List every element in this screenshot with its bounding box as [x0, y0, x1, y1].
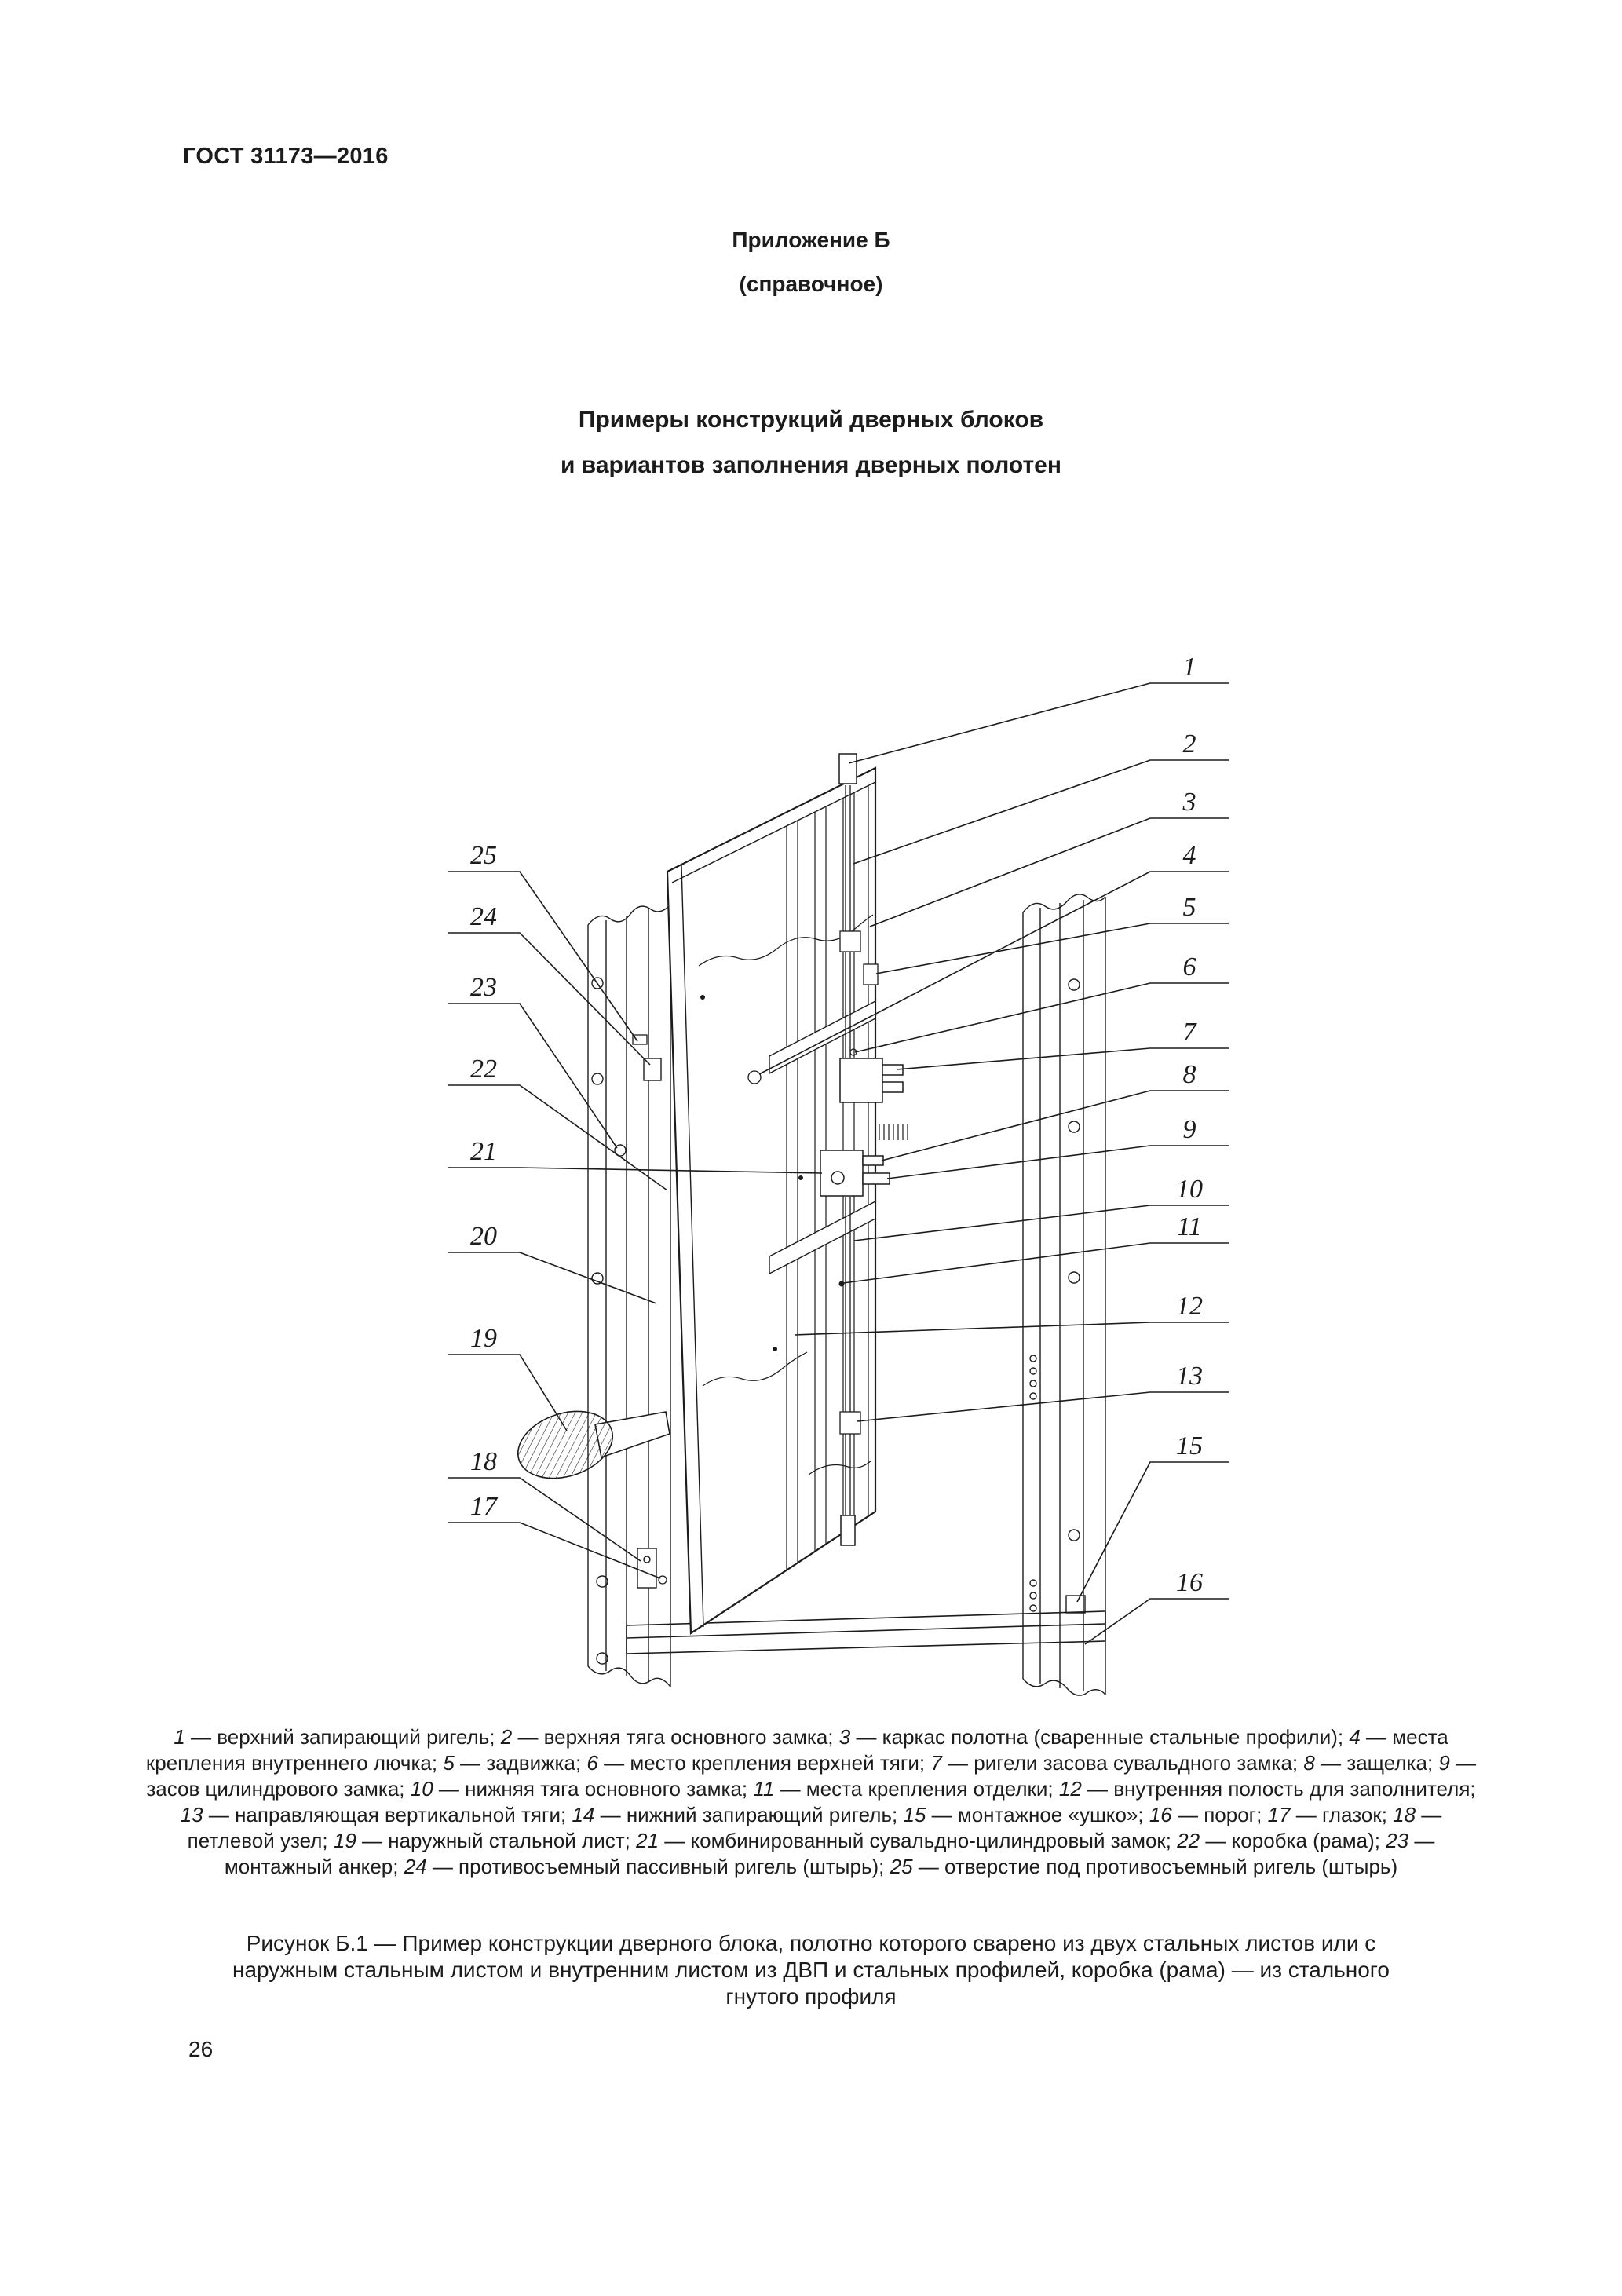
callout-label: 11: [1177, 1212, 1202, 1241]
figure-caption: Рисунок Б.1 — Пример конструкции дверного блока, полотно которого сварено из двух стальных листов или с наружным стальным листом и внутренним листом из ДВП и стальных профилей, коробка (рама) — из стального гнутого профиля: [232, 1931, 1390, 2009]
callout-leader: [897, 1048, 1229, 1069]
callout-label: 5: [1182, 893, 1196, 922]
appendix-heading: [0, 218, 1622, 306]
door-leaf: [633, 754, 908, 1633]
page-number: 26: [188, 2037, 214, 2061]
callout-leader: [448, 1523, 660, 1578]
section-title: [0, 397, 1622, 488]
peephole: [659, 1576, 667, 1584]
section-title-line2: и вариантов заполнения дверных полотен: [561, 452, 1061, 478]
pin-hole: [633, 1035, 647, 1044]
callout-label: 17: [470, 1492, 497, 1521]
callout-leader: [876, 923, 1229, 974]
callout-leader: [849, 683, 1229, 763]
callout-leader: [870, 818, 1229, 927]
callout-label: 15: [1176, 1431, 1203, 1461]
mounting-lug: [1066, 1596, 1085, 1613]
callout-label: 20: [470, 1222, 497, 1251]
callout-leader: [448, 1252, 656, 1303]
callout-label: 19: [470, 1324, 497, 1353]
callout-leader: [854, 1205, 1229, 1241]
callout-label: 1: [1182, 653, 1196, 682]
callout-leader: [1085, 1599, 1229, 1644]
hinge-unit: [637, 1548, 656, 1588]
callout-leader: [855, 983, 1229, 1052]
callout-label: 4: [1182, 841, 1196, 870]
callout-label: 3: [1182, 788, 1196, 817]
top-locking-bolt: [839, 754, 857, 784]
appendix-title: Приложение Б: [732, 228, 890, 252]
callout-label: 18: [470, 1447, 497, 1476]
figure-diagram: [432, 628, 1280, 1712]
section-title-line1: Примеры конструкций дверных блоков: [578, 407, 1044, 433]
callout-label: 21: [470, 1137, 497, 1166]
callout-label: 25: [470, 841, 497, 870]
outer-steel-sheet: [510, 1400, 670, 1490]
tie-guide-upper: [840, 931, 860, 952]
callout-leader: [857, 1392, 1229, 1421]
tie-guide-lower: [840, 1412, 860, 1434]
bottom-locking-bolt: [841, 1515, 855, 1545]
callout-label: 12: [1176, 1292, 1203, 1321]
callout-label: 22: [470, 1055, 497, 1084]
door-block-drawing: [432, 628, 1280, 1712]
callout-leader: [887, 1146, 1229, 1179]
callout-label: 13: [1176, 1362, 1203, 1391]
callout-label: 23: [470, 973, 497, 1002]
callout-label: 10: [1176, 1175, 1203, 1204]
right-frame-jamb: [1023, 894, 1105, 1695]
slide-bolt: [864, 964, 878, 985]
left-frame-jamb: [588, 905, 670, 1687]
figure-legend: 1 — верхний запирающий ригель; 2 — верхняя тяга основного замка; 3 — каркас полотна (сваренные стальные профили); 4 — места крепления внутреннего лючка; 5 — задвижка; 6 — место крепления верхней тяги; 7 — ригели засова сувальдного замка; 8 — защелка; 9 — засов цилиндрового замка; 10 — нижняя тяга основного замка; 11 — места крепления отделки; 12 — внутренняя полость для заполнителя; 13 — направляющая вертикальной тяги; 14 — нижний запирающий ригель; 15 — монтажное «ушко»; 16 — порог; 17 — глазок; 18 — петлевой узел; 19 — наружный стальной лист; 21 — комбинированный сувальдно-цилиндровый замок; 22 — коробка (рама); 23 — монтажный анкер; 24 — противосъемный пассивный ригель (штырь); 25 — отверстие под противосъемный ригель (штырь): [145, 1725, 1477, 1878]
callout-leader: [1077, 1462, 1229, 1602]
callout-label: 24: [470, 902, 497, 931]
callout-label: 8: [1182, 1060, 1196, 1089]
callout-label: 2: [1182, 729, 1196, 759]
callout-label: 7: [1182, 1018, 1196, 1047]
callout-label: 9: [1182, 1115, 1196, 1144]
callout-label: 16: [1176, 1568, 1203, 1597]
appendix-subtitle: (справочное): [739, 272, 883, 296]
callout-leader: [843, 1243, 1229, 1283]
doc-number: ГОСТ 31173—2016: [183, 144, 389, 169]
callout-leader: [853, 760, 1229, 864]
callout-label: 6: [1182, 952, 1196, 982]
callout-leader: [882, 1091, 1229, 1161]
